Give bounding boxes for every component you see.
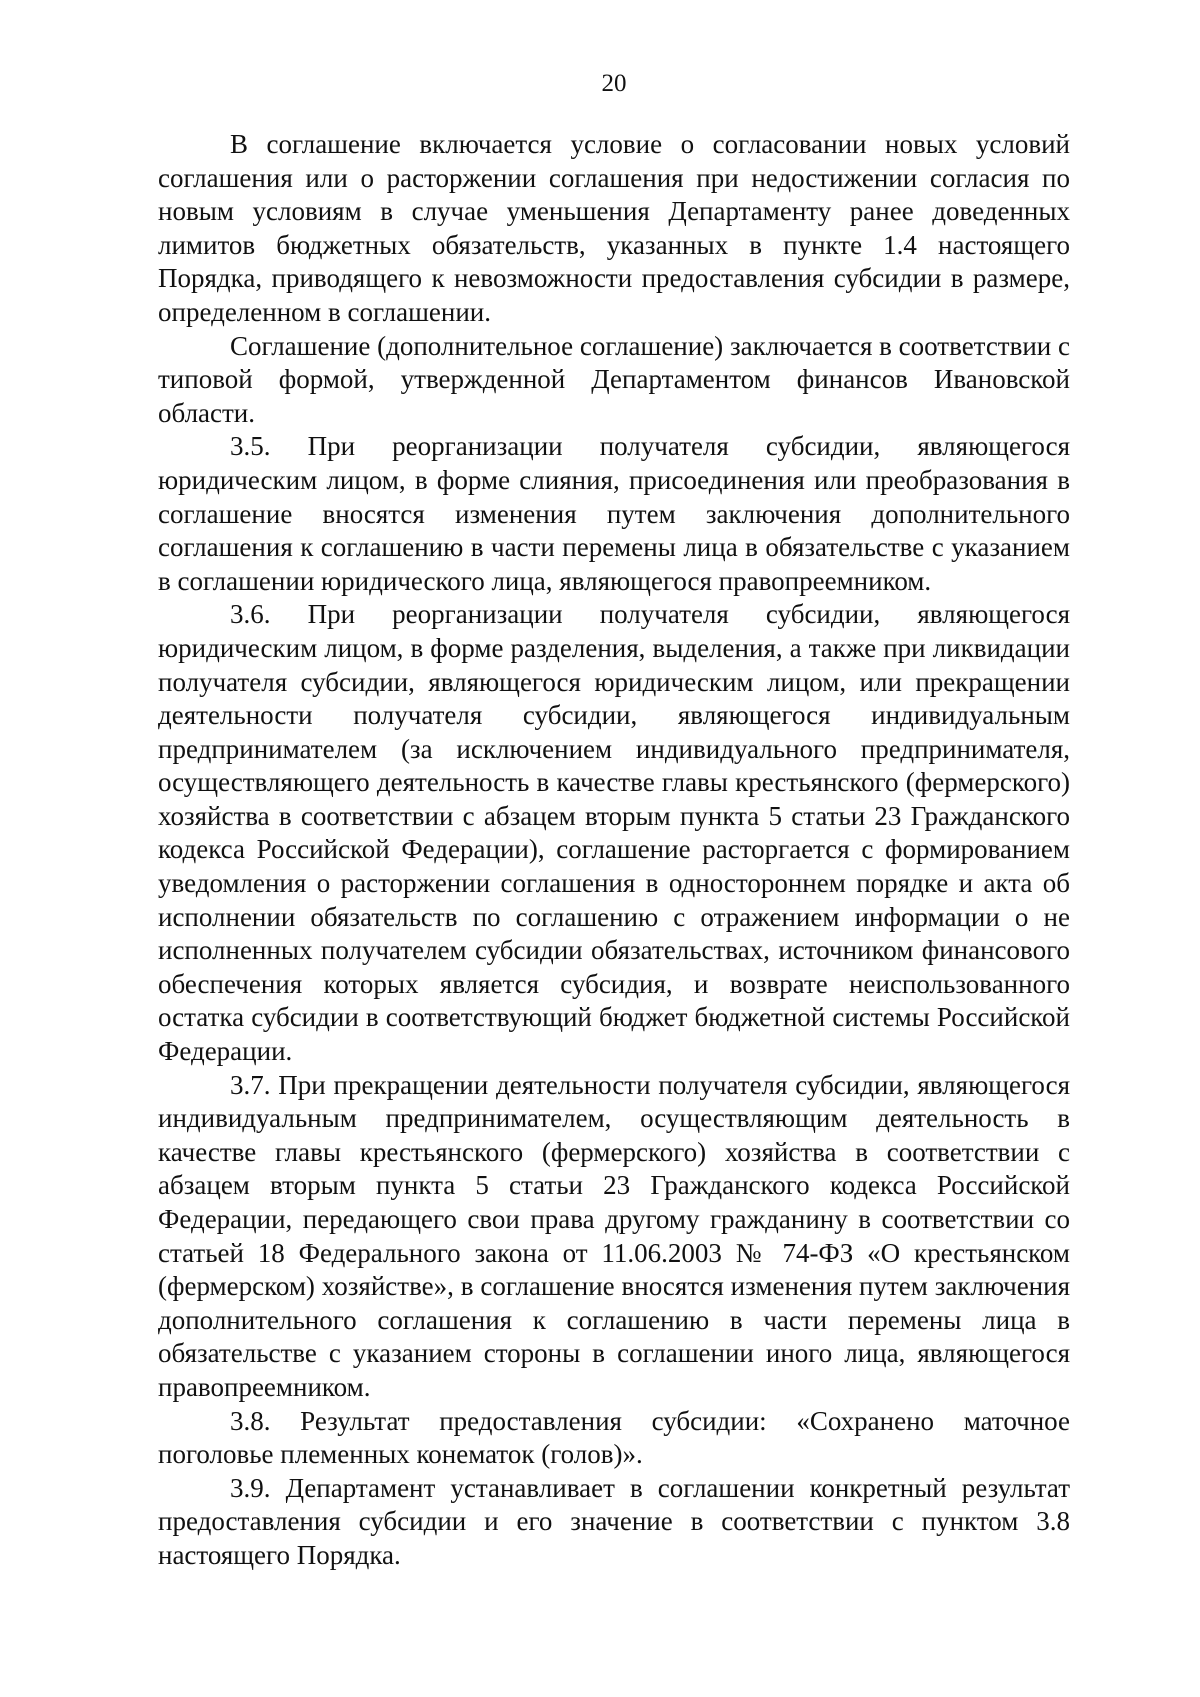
page-number: 20 xyxy=(601,70,627,97)
paragraph-3-7: 3.7. При прекращении деятельности получателя субсидии, являющегося индивидуальным предпринимателем, осуществляющим деятельность в качестве главы крестьянского (фермерского) хозяйства в соответствии с абзацем вторым пункта 5 статьи 23 Гражданского кодекса Российской Федерации, передающего свои права другому гражданину в соответствии со статьей 18 Федерального закона от 11.06.2003 № 74-ФЗ «О крестьянском (фермерском) хозяйстве», в соглашение вносятся изменения путем заключения дополнительного соглашения к соглашению в части перемены лица в обязательстве с указанием стороны в соглашении иного лица, являющегося правопреемником. xyxy=(158,1069,1070,1402)
paragraph-3-9: 3.9. Департамент устанавливает в соглашении конкретный результат предоставления субсидии и его значение в соответствии с пунктом 3.8 настоящего Порядка. xyxy=(158,1472,1070,1570)
document-page xyxy=(158,0,1070,1697)
paragraph-3-6: 3.6. При реорганизации получателя субсидии, являющегося юридическим лицом, в форме разделения, выделения, а также при ликвидации получателя субсидии, являющегося юридическим лицом, или прекращении деятельности получателя субсидии, являющегося индивидуальным предпринимателем (за исключением индивидуального предпринимателя, осуществляющего деятельность в качестве главы крестьянского (фермерского) хозяйства в соответствии с абзацем вторым пункта 5 статьи 23 Гражданского кодекса Российской Федерации), соглашение расторгается с формированием уведомления о расторжении соглашения в одностороннем порядке и акта об исполнении обязательств по соглашению с отражением информации о не исполненных получателем субсидии обязательствах, источником финансового обеспечения которых является субсидия, и возврате неиспользованного остатка субсидии в соответствующий бюджет бюджетной системы Российской Федерации. xyxy=(158,599,1070,1067)
paragraph-agreement-conditions: В соглашение включается условие о согласовании новых условий соглашения или о расторжении соглашения при недостижении согласия по новым условиям в случае уменьшения Департаменту ранее доведенных лимитов бюджетных обязательств, указанных в пункте 1.4 настоящего Порядка, приводящего к невозможности предоставления субсидии в размере, определенном в соглашении. xyxy=(158,129,1070,327)
paragraph-agreement-form: Соглашение (дополнительное соглашение) заключается в соответствии с типовой формой, утвержденной Департаментом финансов Ивановской области. xyxy=(158,330,1070,428)
paragraph-3-8: 3.8. Результат предоставления субсидии: «Сохранено маточное поголовье племенных конематок (голов)». xyxy=(158,1405,1070,1470)
document-body xyxy=(158,128,1070,1573)
paragraph-3-5: 3.5. При реорганизации получателя субсидии, являющегося юридическим лицом, в форме слияния, присоединения или преобразования в соглашение вносятся изменения путем заключения дополнительного соглашения к соглашению в части перемены лица в обязательстве с указанием в соглашении юридического лица, являющегося правопреемником. xyxy=(158,431,1070,596)
